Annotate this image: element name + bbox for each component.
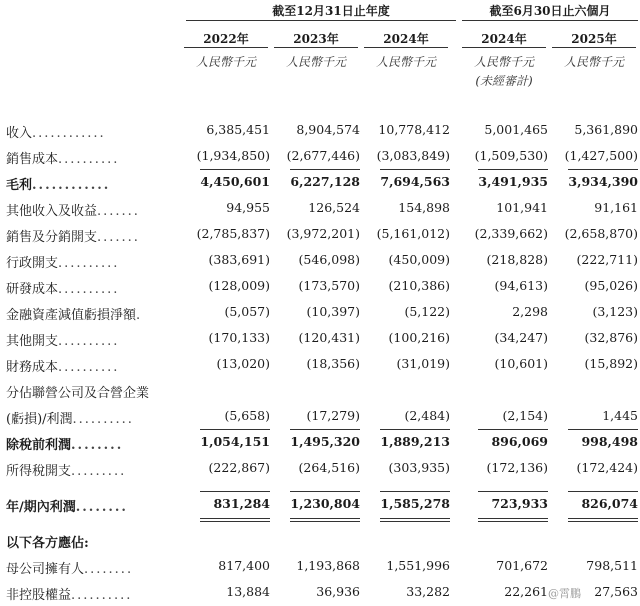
- leader-dots: .......: [97, 204, 140, 219]
- cell-value: (17,279): [306, 408, 360, 423]
- leader-dots: ........: [75, 500, 128, 515]
- cell-value: (3,083,849): [376, 148, 450, 163]
- group-rule-half-year: [462, 20, 638, 21]
- table-row: [0, 492, 640, 516]
- column-rule: [274, 47, 358, 48]
- cell-value: (2,339,662): [474, 226, 548, 241]
- column-rule: [552, 47, 636, 48]
- table-row: [0, 378, 640, 402]
- cell-value: (5,057): [224, 304, 270, 319]
- subtotal-rule: [478, 169, 548, 170]
- column-year-2024: 2024年: [383, 32, 429, 46]
- cell-value: (10,397): [306, 304, 360, 319]
- cell-value: (218,828): [486, 252, 548, 267]
- table-row: [0, 196, 640, 220]
- cell-value: (2,658,870): [564, 226, 638, 241]
- leader-dots: ........: [71, 438, 124, 453]
- table-row: [0, 456, 640, 480]
- cell-value: 1,585,278: [380, 496, 450, 511]
- cell-value: (1,509,530): [474, 148, 548, 163]
- cell-value: (173,570): [298, 278, 360, 293]
- subtotal-rule: [200, 169, 270, 170]
- cell-value: 1,445: [602, 408, 638, 423]
- column-year-2022: 2022年: [203, 32, 249, 46]
- row-label: [6, 558, 133, 577]
- cell-value: 896,069: [491, 434, 548, 449]
- leader-dots: ..........: [58, 256, 120, 271]
- table-row: [0, 248, 640, 272]
- table-row: [0, 580, 640, 604]
- cell-value: 101,941: [496, 200, 548, 215]
- cell-value: 1,193,868: [296, 558, 360, 573]
- cell-value: 36,936: [316, 584, 360, 599]
- row-label-text: (虧損)/利潤: [6, 412, 73, 427]
- group-heading-annual: 截至12月31日止年度: [272, 4, 390, 18]
- cell-value: (210,386): [388, 278, 450, 293]
- cell-value: 798,511: [586, 558, 638, 573]
- column-unit: 人民幣千元: [473, 55, 534, 69]
- cell-value: (2,484): [404, 408, 450, 423]
- cell-value: (172,136): [486, 460, 548, 475]
- column-rule: [184, 47, 268, 48]
- table-row: [0, 326, 640, 350]
- subtotal-rule: [380, 491, 450, 492]
- cell-value: 1,495,320: [290, 434, 360, 449]
- cell-value: 91,161: [594, 200, 638, 215]
- row-label-text: 財務成本: [6, 360, 59, 375]
- row-label: [6, 252, 119, 271]
- row-label-text: 分佔聯營公司及合營企業: [6, 386, 150, 401]
- row-label: [6, 330, 119, 349]
- subtotal-rule: [380, 169, 450, 170]
- cell-value: 8,904,574: [296, 122, 360, 137]
- row-label-text: 除稅前利潤: [6, 438, 72, 453]
- row-label: [6, 532, 89, 551]
- cell-value: (170,133): [208, 330, 270, 345]
- row-label-text: 其他開支: [6, 334, 59, 349]
- cell-value: (5,122): [404, 304, 450, 319]
- table-row: [0, 404, 640, 428]
- cell-value: (31,019): [396, 356, 450, 371]
- table-row: [0, 554, 640, 578]
- cell-value: 154,898: [398, 200, 450, 215]
- table-row: [0, 170, 640, 194]
- subtotal-rule: [200, 491, 270, 492]
- leader-dots: .......: [97, 230, 140, 245]
- row-label: [6, 174, 110, 193]
- row-label: [6, 122, 106, 141]
- cell-value: (100,216): [388, 330, 450, 345]
- cell-value: (10,601): [494, 356, 548, 371]
- row-label-text: 以下各方應佔:: [6, 536, 89, 551]
- cell-value: 22,261: [504, 584, 548, 599]
- cell-value: 701,672: [496, 558, 548, 573]
- group-rule-annual: [186, 20, 456, 21]
- watermark: @霄鵬: [548, 587, 581, 600]
- cell-value: 6,227,128: [290, 174, 360, 189]
- table-row: [0, 144, 640, 168]
- subtotal-rule: [568, 429, 638, 430]
- subtotal-rule: [478, 429, 548, 430]
- subtotal-rule: [290, 169, 360, 170]
- row-label-text: 金融資產減值虧損淨額: [6, 308, 137, 323]
- group-heading-half-year: 截至6月30日止六個月: [489, 4, 611, 18]
- row-label: [6, 304, 142, 323]
- cell-value: (15,892): [584, 356, 638, 371]
- cell-value: (222,711): [576, 252, 638, 267]
- column-unit: 人民幣千元: [563, 55, 624, 69]
- column-rule: [364, 47, 448, 48]
- cell-value: (1,427,500): [564, 148, 638, 163]
- cell-value: 826,074: [581, 496, 638, 511]
- column-year-2025-half: 2025年: [571, 32, 617, 46]
- row-label-text: 毛利: [6, 178, 33, 193]
- leader-dots: ........: [84, 562, 134, 577]
- subtotal-rule: [568, 169, 638, 170]
- leader-dots: ..........: [58, 334, 120, 349]
- cell-value: 3,934,390: [568, 174, 638, 189]
- cell-value: (95,026): [584, 278, 638, 293]
- cell-value: (3,972,201): [286, 226, 360, 241]
- row-label-text: 母公司擁有人: [6, 562, 85, 577]
- row-label-text: 年/期內利潤: [6, 500, 76, 515]
- table-row: [0, 352, 640, 376]
- cell-value: (303,935): [388, 460, 450, 475]
- cell-value: 33,282: [406, 584, 450, 599]
- row-label-text: 其他收入及收益: [6, 204, 98, 219]
- leader-dots: ..........: [72, 412, 134, 427]
- cell-value: 1,551,996: [386, 558, 450, 573]
- cell-value: 4,450,601: [200, 174, 270, 189]
- cell-value: (264,516): [298, 460, 360, 475]
- column-note-unaudited: (未經審計): [475, 74, 533, 88]
- total-double-rule: [380, 518, 450, 522]
- leader-dots: ............: [32, 178, 111, 193]
- leader-dots: ............: [32, 126, 106, 141]
- row-label: [6, 496, 128, 515]
- table-row: [0, 118, 640, 142]
- cell-value: (1,934,850): [196, 148, 270, 163]
- cell-value: (128,009): [208, 278, 270, 293]
- subtotal-rule: [380, 429, 450, 430]
- cell-value: (32,876): [584, 330, 638, 345]
- cell-value: (450,009): [388, 252, 450, 267]
- column-unit: 人民幣千元: [195, 55, 256, 69]
- cell-value: (120,431): [298, 330, 360, 345]
- cell-value: 817,400: [218, 558, 270, 573]
- cell-value: (546,098): [298, 252, 360, 267]
- row-label: [6, 434, 123, 453]
- leader-dots: ..........: [71, 588, 133, 603]
- cell-value: 5,361,890: [574, 122, 638, 137]
- total-double-rule: [200, 518, 270, 522]
- cell-value: 2,298: [512, 304, 548, 319]
- cell-value: 6,385,451: [206, 122, 270, 137]
- cell-value: (222,867): [208, 460, 270, 475]
- cell-value: 723,933: [491, 496, 548, 511]
- cell-value: (34,247): [494, 330, 548, 345]
- row-label: [6, 460, 126, 479]
- table-row: [0, 528, 640, 552]
- cell-value: 1,889,213: [380, 434, 450, 449]
- column-unit: 人民幣千元: [285, 55, 346, 69]
- table-row: [0, 300, 640, 324]
- subtotal-rule: [568, 491, 638, 492]
- row-label-text: 收入: [6, 126, 33, 141]
- row-label-text: 研發成本: [6, 282, 59, 297]
- cell-value: 3,491,935: [478, 174, 548, 189]
- row-label: [6, 408, 134, 427]
- column-year-2024-half: 2024年: [481, 32, 527, 46]
- cell-value: 7,694,563: [380, 174, 450, 189]
- subtotal-rule: [290, 429, 360, 430]
- subtotal-rule: [290, 491, 360, 492]
- cell-value: 1,054,151: [200, 434, 270, 449]
- row-label: [6, 356, 119, 375]
- table-row: [0, 430, 640, 454]
- cell-value: (172,424): [576, 460, 638, 475]
- table-row: [0, 274, 640, 298]
- total-double-rule: [478, 518, 548, 522]
- total-double-rule: [290, 518, 360, 522]
- row-label: [6, 278, 119, 297]
- leader-dots: .........: [71, 464, 127, 479]
- row-label-text: 行政開支: [6, 256, 59, 271]
- column-unit: 人民幣千元: [375, 55, 436, 69]
- cell-value: 94,955: [226, 200, 270, 215]
- cell-value: (94,613): [494, 278, 548, 293]
- leader-dots: ..........: [58, 282, 120, 297]
- cell-value: (13,020): [216, 356, 270, 371]
- row-label: [6, 382, 149, 401]
- row-label: [6, 226, 140, 245]
- cell-value: (5,161,012): [376, 226, 450, 241]
- cell-value: (2,677,446): [286, 148, 360, 163]
- cell-value: (2,785,837): [196, 226, 270, 241]
- cell-value: (2,154): [502, 408, 548, 423]
- table-row: [0, 222, 640, 246]
- cell-value: 998,498: [581, 434, 638, 449]
- cell-value: 126,524: [308, 200, 360, 215]
- subtotal-rule: [478, 491, 548, 492]
- cell-value: (5,658): [224, 408, 270, 423]
- row-label-text: 非控股權益: [6, 588, 72, 603]
- cell-value: (18,356): [306, 356, 360, 371]
- column-year-2023: 2023年: [293, 32, 339, 46]
- leader-dots: ..........: [58, 152, 120, 167]
- cell-value: 1,230,804: [290, 496, 360, 511]
- cell-value: (3,123): [592, 304, 638, 319]
- row-label-text: 銷售及分銷開支: [6, 230, 98, 245]
- cell-value: 10,778,412: [378, 122, 450, 137]
- row-label-text: 銷售成本: [6, 152, 59, 167]
- row-label: [6, 200, 140, 219]
- leader-dots: ..........: [58, 360, 120, 375]
- leader-dots: .: [136, 308, 143, 323]
- column-rule: [462, 47, 546, 48]
- cell-value: 27,563: [594, 584, 638, 599]
- cell-value: 5,001,465: [484, 122, 548, 137]
- subtotal-rule: [200, 429, 270, 430]
- row-label: [6, 584, 132, 603]
- row-label: [6, 148, 119, 167]
- cell-value: (383,691): [208, 252, 270, 267]
- total-double-rule: [568, 518, 638, 522]
- cell-value: 831,284: [213, 496, 270, 511]
- row-label-text: 所得稅開支: [6, 464, 72, 479]
- cell-value: 13,884: [226, 584, 270, 599]
